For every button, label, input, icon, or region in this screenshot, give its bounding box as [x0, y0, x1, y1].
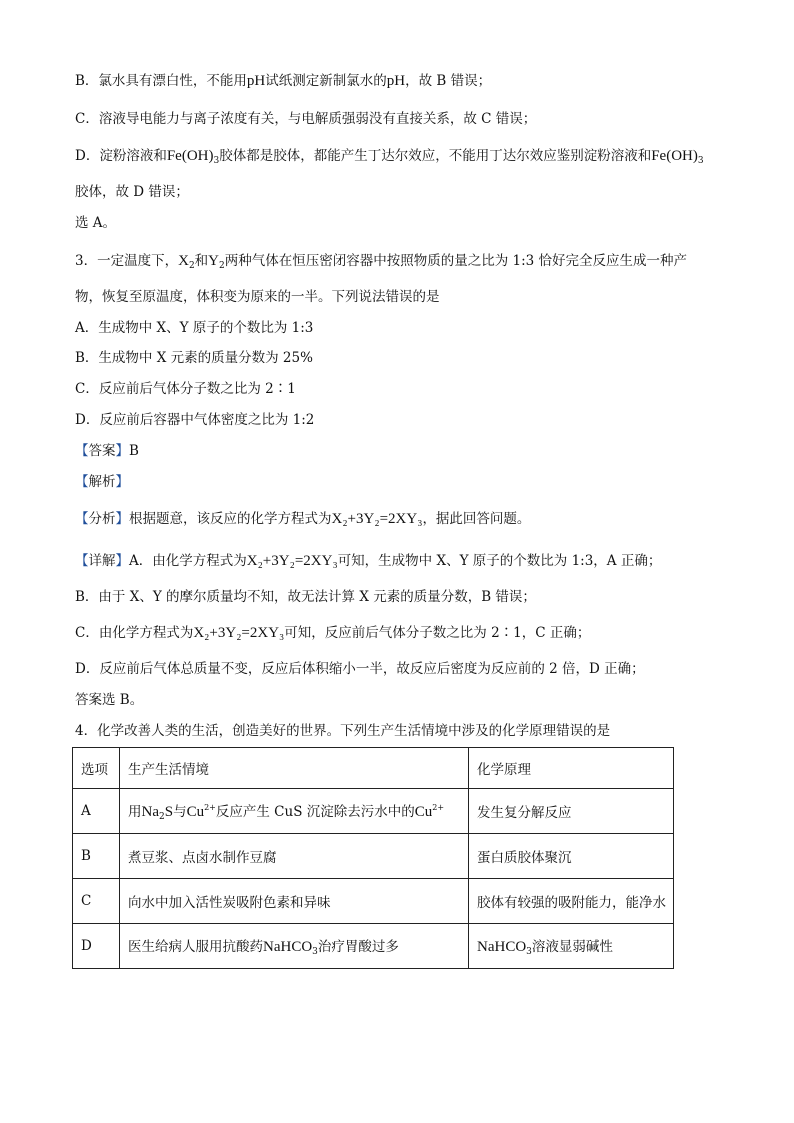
formula-cu: Cu: [414, 804, 433, 820]
superscript: 2+: [432, 803, 445, 812]
text: 和: [194, 253, 209, 269]
superscript: 2+: [204, 803, 216, 812]
formula-cu: Cu: [186, 804, 205, 820]
text: 两种气体在恒压密闭容器中按照物质的量之比为 1:3 恰好完全反应生成一种产: [224, 253, 688, 269]
formula-feoh3: Fe(OH): [651, 148, 698, 164]
bracket-open: 【: [75, 511, 89, 527]
header-option: 选项: [73, 748, 120, 789]
line-d-colloid-cont: 胶体，故 D 错误；: [75, 184, 189, 200]
q3-detail-a: [75, 551, 661, 571]
q3-stem-line1: [75, 251, 687, 276]
row-scenario: [120, 924, 469, 969]
bracket-open: 【: [75, 474, 89, 490]
table-header-row: [73, 748, 674, 789]
formula-feoh3: Fe(OH): [166, 148, 214, 164]
q3-option-c: C．反应前后气体分子数之比为 2∶1: [75, 381, 296, 397]
text: B．氯水具有漂白性，不能用: [75, 73, 247, 89]
row-option: D: [73, 924, 120, 969]
q3-conclusion: 答案选 B。: [75, 692, 144, 708]
bracket-close: 】: [115, 511, 129, 527]
text: 根据题意，该反应的化学方程式为: [129, 511, 332, 527]
row-option: B: [73, 834, 120, 879]
bracket-close: 】: [115, 553, 129, 569]
text: 溶液显弱碱性: [531, 939, 613, 955]
subscript: 3: [213, 156, 220, 166]
row-scenario: [120, 789, 469, 834]
table-row: [73, 834, 674, 879]
formula-ph: pH: [246, 73, 266, 89]
q4-table: [72, 747, 674, 969]
equation: X₂+3Y₂=2XY₃: [193, 625, 285, 641]
fenxi-label: 分析: [88, 511, 116, 527]
text: 可知，生成物中 X、Y 原子的个数比为 1:3，A 正确；: [337, 553, 662, 569]
text: D．淀粉溶液和: [75, 148, 167, 164]
subscript: 2: [159, 812, 165, 822]
row-scenario: 向水中加入活性炭吸附色素和异味: [120, 879, 469, 924]
line-choose-a: 选 A。: [75, 215, 117, 231]
text: 反应产生 CuS 沉淀除去污水中的: [215, 804, 415, 820]
formula-nahco3: NaHCO: [263, 939, 313, 955]
header-principle: 化学原理: [469, 748, 674, 789]
subscript: 3: [312, 947, 318, 957]
bracket-close: 】: [115, 474, 129, 490]
formula-na: Na: [141, 804, 159, 820]
text: 用: [128, 804, 142, 820]
q3-option-b: B．生成物中 X 元素的质量分数为 25%: [75, 350, 313, 366]
text: 医生给病人服用抗酸药: [128, 939, 263, 955]
row-option: C: [73, 879, 120, 924]
subscript: 2: [188, 261, 195, 271]
answer-label: 答案: [88, 443, 116, 459]
formula-s: S: [164, 804, 174, 820]
q3-analysis-heading: [75, 472, 129, 492]
text: 治疗胃酸过多: [317, 939, 399, 955]
row-principle: [469, 924, 674, 969]
row-option: A: [73, 789, 120, 834]
q3-detail-c: [75, 623, 590, 643]
answer-value: B: [129, 443, 139, 459]
text: 3．一定温度下，: [75, 253, 179, 269]
text: C．由化学方程式为: [75, 625, 194, 641]
formula-y: Y: [208, 253, 220, 269]
formula-nahco3: NaHCO: [477, 939, 527, 955]
q3-fenxi: [75, 509, 530, 529]
q4-stem: 4．化学改善人类的生活，创造美好的世界。下列生产生活情境中涉及的化学原理错误的是: [75, 723, 611, 739]
bracket-open: 【: [75, 553, 89, 569]
bracket-close: 】: [115, 443, 129, 459]
text: 试纸测定新制氯水的: [265, 73, 387, 89]
q3-option-a: A．生成物中 X、Y 原子的个数比为 1:3: [75, 320, 314, 336]
subscript: 3: [697, 156, 704, 166]
table-row: [73, 924, 674, 969]
q3-detail-b: B．由于 X、Y 的摩尔质量均不知，故无法计算 X 元素的质量分数，B 错误；: [75, 589, 536, 605]
row-principle: 发生复分解反应: [469, 789, 674, 834]
subscript: 3: [526, 947, 532, 957]
row-principle: 蛋白质胶体聚沉: [469, 834, 674, 879]
table-row: [73, 789, 674, 834]
header-scenario: 生产生活情境: [120, 748, 469, 789]
q3-option-d: D．反应前后容器中气体密度之比为 1:2: [75, 412, 315, 428]
equation: X₂+3Y₂=2XY₃: [246, 553, 338, 569]
row-principle: 胶体有较强的吸附能力，能净水: [469, 879, 674, 924]
q3-detail-d: D．反应前后气体总质量不变，反应后体积缩小一半，故反应后密度为反应前的 2 倍，D 正确；: [75, 661, 645, 677]
line-d-colloid: [75, 146, 704, 171]
row-scenario: 煮豆浆、点卤水制作豆腐: [120, 834, 469, 879]
formula-ph: pH: [386, 73, 406, 89]
text: A．由化学方程式为: [129, 553, 247, 569]
text: 与: [173, 804, 187, 820]
line-c-conductivity: C．溶液导电能力与离子浓度有关，与电解质强弱没有直接关系，故 C 错误；: [75, 111, 537, 127]
formula-x: X: [178, 253, 189, 269]
q3-answer: [75, 441, 139, 461]
equation: X₂+3Y₂=2XY₃: [331, 511, 423, 527]
text: ，故 B 错误；: [405, 73, 492, 89]
analysis-label: 解析: [88, 474, 116, 490]
text: 胶体都是胶体，都能产生丁达尔效应，不能用丁达尔效应鉴别淀粉溶液和: [219, 148, 652, 164]
table-row: [73, 879, 674, 924]
text: 可知，反应前后气体分子数之比为 2∶1，C 正确；: [284, 625, 591, 641]
detail-label: 详解: [88, 553, 116, 569]
q3-stem-line2: 物，恢复至原温度，体积变为原来的一半。下列说法错误的是: [75, 289, 440, 305]
subscript: 2: [219, 261, 225, 271]
text: ，据此回答问题。: [422, 511, 531, 527]
bracket-open: 【: [75, 443, 89, 459]
line-b-chlorine: [75, 71, 491, 91]
